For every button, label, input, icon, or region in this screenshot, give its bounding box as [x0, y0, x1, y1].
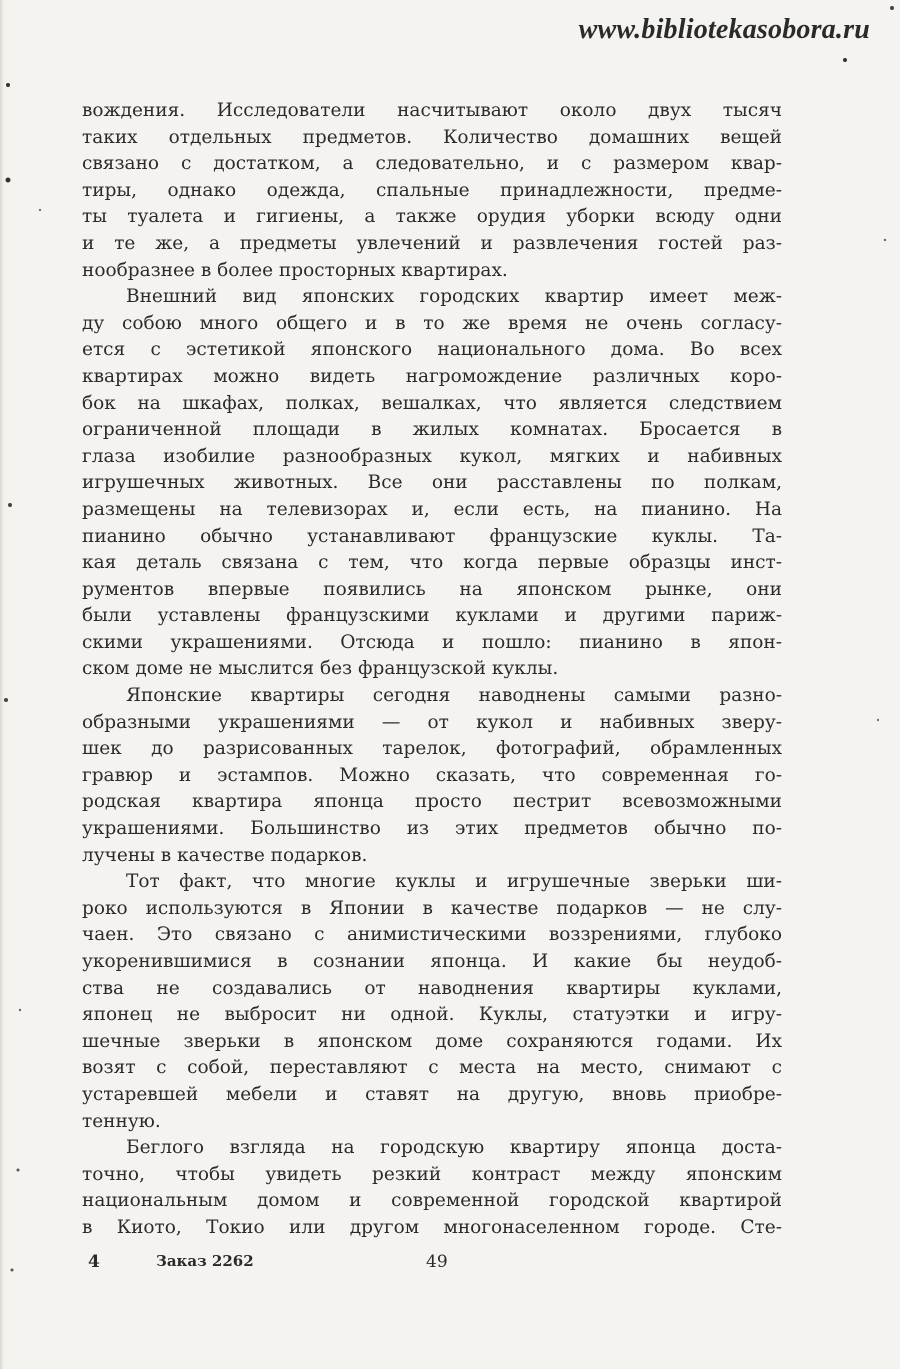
- print-order: Заказ 2262: [156, 1252, 254, 1270]
- text-line: ства не создавались от наводнения квартиры куклами,: [82, 977, 782, 999]
- body-text: [82, 98, 782, 1242]
- text-line: тенную.: [82, 1110, 161, 1132]
- text-line: ты туалета и гигиены, а также орудия уборки всюду одни: [82, 206, 782, 228]
- text-line: лучены в качестве подарков.: [82, 844, 368, 866]
- text-line: кая деталь связана с тем, что когда первые образцы инст-: [82, 552, 782, 574]
- text-line: ограниченной площади в жилых комнатах. Бросается в: [82, 419, 782, 441]
- text-line: украшениями. Большинство из этих предметов обычно по-: [82, 818, 782, 840]
- text-line: пианино обычно устанавливают французские куклы. Та-: [82, 525, 782, 547]
- text-line: ском доме не мыслится без французской куклы.: [82, 658, 559, 680]
- text-line: были уставлены французскими куклами и другими париж-: [82, 605, 782, 627]
- text-line: Беглого взгляда на городскую квартиру японца доста-: [126, 1137, 782, 1159]
- text-line: вождения. Исследователи насчитывают около двух тысяч: [82, 100, 782, 121]
- text-line: образными украшениями — от кукол и набивных зверу-: [82, 711, 782, 733]
- text-line: ду собою много общего и в то же время не очень согласу-: [82, 312, 782, 334]
- text-line: японец не выбросит ни одной. Куклы, статуэтки и игру-: [82, 1004, 782, 1026]
- text-line: устаревшей мебели и ставят на другую, вновь приобре-: [82, 1083, 782, 1105]
- site-url-watermark[interactable]: www.bibliotekasobora.ru: [578, 14, 870, 45]
- signature-number: 4: [88, 1252, 100, 1272]
- text-line: шечные зверьки в японском доме сохраняются годами. Их: [82, 1030, 782, 1052]
- text-line: родская квартира японца просто пестрит всевозможными: [82, 791, 782, 813]
- text-line: точно, чтобы увидеть резкий контраст между японским: [82, 1163, 782, 1185]
- text-line: Тот факт, что многие куклы и игрушечные зверьки ши-: [126, 871, 782, 893]
- text-line: национальным домом и современной городской квартирой: [82, 1190, 782, 1212]
- text-line: нообразнее в более просторных квартирах.: [82, 259, 508, 281]
- text-line: бок на шкафах, полках, вешалках, что является следствием: [82, 392, 782, 414]
- text-line: чаен. Это связано с анимистическими воззрениями, глубоко: [82, 924, 782, 946]
- text-line: игрушечных животных. Все они расставлены по полкам,: [82, 472, 782, 494]
- page-number: 49: [426, 1252, 448, 1272]
- text-line: укоренившимися в сознании японца. И какие бы неудоб-: [82, 951, 782, 972]
- text-line: возят с собой, переставляют с места на место, снимают с: [82, 1057, 782, 1079]
- text-line: связано с достатком, а следовательно, и с размером квар-: [82, 153, 782, 175]
- page-edge-shadow: [0, 0, 4, 1369]
- text-line: гравюр и эстампов. Можно сказать, что современная го-: [82, 764, 782, 786]
- text-line: размещены на телевизорах и, если есть, на пианино. На: [82, 498, 782, 520]
- text-line: скими украшениями. Отсюда и пошло: пианино в япон-: [82, 631, 782, 653]
- text-line: таких отдельных предметов. Количество домашних вещей: [82, 126, 782, 148]
- text-line: Японские квартиры сегодня наводнены самыми разно-: [126, 685, 782, 707]
- text-line: квартирах можно видеть нагромождение различных коро-: [82, 365, 782, 387]
- text-line: роко используются в Японии в качестве подарков — не слу-: [82, 897, 782, 919]
- text-line: глаза изобилие разнообразных кукол, мягких и набивных: [82, 445, 782, 467]
- text-line: тиры, однако одежда, спальные принадлежности, предме-: [82, 179, 782, 201]
- page-footer: [88, 1252, 788, 1282]
- text-line: ется с эстетикой японского национального дома. Во всех: [82, 339, 782, 361]
- text-line: и те же, а предметы увлечений и развлечения гостей раз-: [82, 232, 782, 254]
- text-line: Внешний вид японских городских квартир имеет меж-: [126, 286, 782, 308]
- text-line: в Киото, Токио или другом многонаселенном городе. Сте-: [82, 1216, 782, 1238]
- text-line: рументов впервые появились на японском рынке, они: [82, 578, 782, 600]
- text-line: шек до разрисованных тарелок, фотографий, обрамленных: [82, 738, 782, 760]
